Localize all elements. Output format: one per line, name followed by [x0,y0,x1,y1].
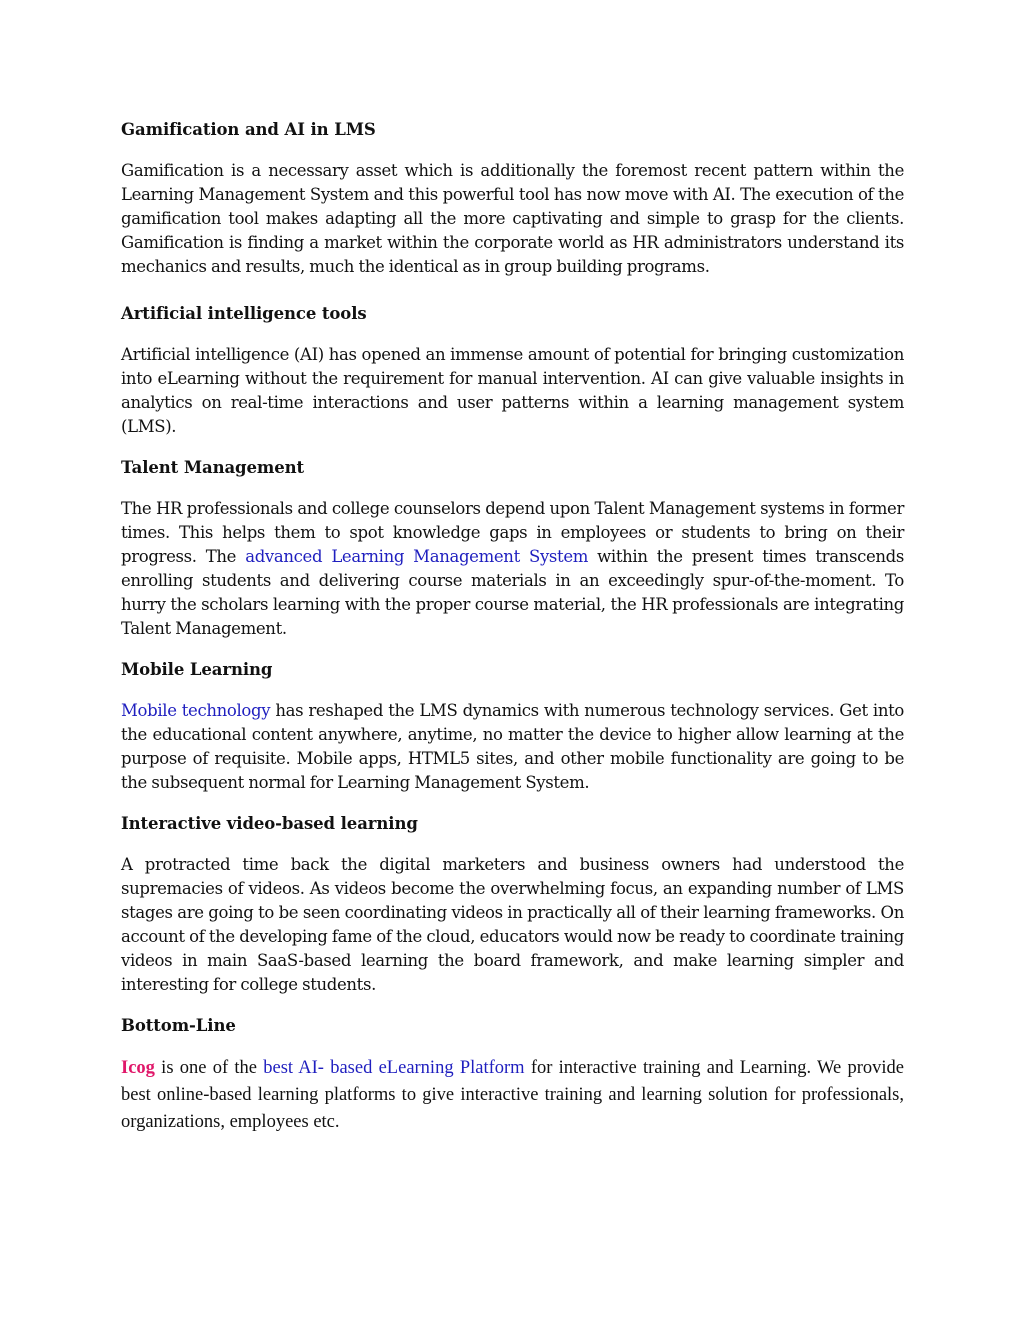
brand-name: Icog [121,1058,155,1078]
section-video-learning [121,812,904,997]
section-body: Artificial intelligence (AI) has opened an immense amount of potential for bringing customization into eLearning without the requirement for manual intervention. AI can give valuable insights in analytics on real-time interactions and user patterns within a learning management system (LMS). [121,345,904,436]
section-mobile-learning [121,658,904,795]
section-heading: Gamification and AI in LMS [121,120,376,139]
section-heading: Bottom-Line [121,1016,236,1035]
mobile-technology-link[interactable]: Mobile technology [121,701,271,720]
section-bottom-line [121,1014,904,1136]
body-text: is one of the [154,1058,264,1078]
advanced-lms-link[interactable]: advanced Learning Management System [245,547,589,566]
section-heading: Artificial intelligence tools [121,304,367,323]
section-heading: Talent Management [121,458,305,477]
body-text: within the present times transcends enrolling students and delivering course materials in an exceedingly spur-of-the-moment. To hurry the scholars learning with the proper course material, the HR professionals are integrating Talent Management. [121,547,904,638]
section-ai-tools [121,302,904,439]
body-text: for interactive training and Learning. We provide best online-based learning platforms to give interactive training and learning solution for professionals, organizations, employees etc. [121,1058,905,1132]
section-body [121,497,904,641]
elearning-platform-link[interactable]: best AI- based eLearning Platform [263,1058,525,1078]
section-body [121,1055,904,1136]
section-talent-management [121,456,904,641]
section-gamification [121,118,904,279]
section-heading: Mobile Learning [121,660,273,679]
body-text: has reshaped the LMS dynamics with numerous technology services. Get into the educational content anywhere, anytime, no matter the device to higher allow learning at the purpose of requisite. Mobile apps, HTML5 sites, and other mobile functionality are going to be the subsequent normal for Learning Management System. [121,701,904,792]
document-page [121,118,904,1153]
section-body [121,699,904,795]
section-heading: Interactive video-based learning [121,814,418,833]
section-body: A protracted time back the digital marketers and business owners had understood the supremacies of videos. As videos become the overwhelming focus, an expanding number of LMS stages are going to be seen coordinating videos in practically all of their learning frameworks. On account of the developing fame of the cloud, educators would now be ready to coordinate training videos in main SaaS-based learning the board framework, and make learning simpler and interesting for college students. [121,855,904,994]
body-text: The HR professionals and college counselors depend upon Talent Management systems in former times. This helps them to spot knowledge gaps in employees or students to bring on their progress. The [121,499,904,566]
section-body: Gamification is a necessary asset which is additionally the foremost recent pattern within the Learning Management System and this powerful tool has now move with AI. The execution of the gamification tool makes adapting all the more captivating and simple to grasp for the clients. Gamification is finding a market within the corporate world as HR administrators understand its mechanics and results, much the identical as in group building programs. [121,161,904,276]
